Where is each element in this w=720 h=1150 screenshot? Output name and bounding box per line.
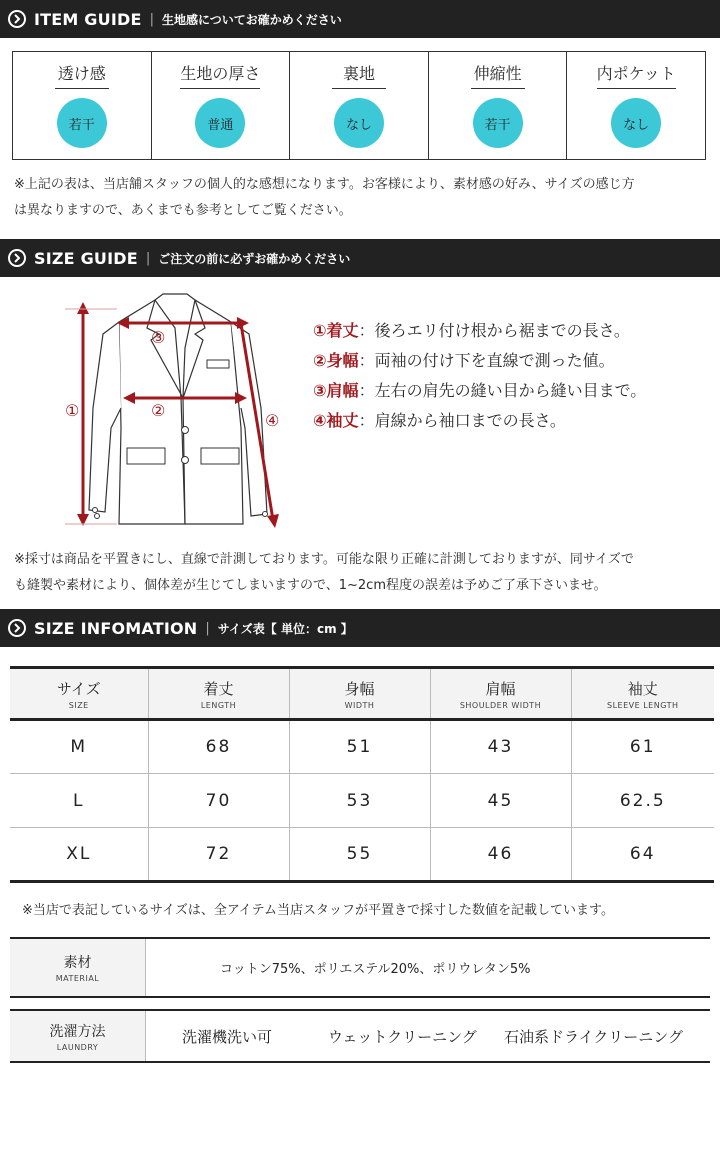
size-info-subtitle: サイズ表【 単位：cm 】	[217, 621, 353, 636]
measure-shoulder: ③肩幅：左右の肩先の縫い目から縫い目まで。	[313, 381, 647, 400]
laundry-head: 洗濯方法 LAUNDRY	[10, 1011, 146, 1061]
header-length: 着丈 LENGTH	[148, 668, 289, 720]
chevron-right-icon	[8, 249, 26, 267]
item-guide-header: ITEM GUIDE | 生地感についてお確かめください	[0, 0, 720, 38]
guide-label: 生地の厚さ	[180, 61, 260, 89]
item-guide-table	[12, 51, 706, 160]
guide-cell-stretch	[429, 52, 568, 159]
laundry-item: 石油系ドライクリーニング	[504, 1027, 683, 1046]
item-guide-subtitle: 生地感についてお確かめください	[161, 12, 342, 27]
guide-badge: なし	[334, 98, 384, 148]
guide-cell-transparency	[13, 52, 152, 159]
chevron-right-icon	[8, 10, 26, 28]
guide-cell-thickness	[152, 52, 291, 159]
size-guide-header: SIZE GUIDE | ご注文の前に必ずお確かめください	[0, 239, 720, 277]
guide-badge: 普通	[195, 98, 245, 148]
material-head: 素材 MATERIAL	[10, 939, 146, 996]
laundry-item: 洗濯機洗い可	[182, 1027, 273, 1046]
guide-label: 伸縮性	[471, 61, 525, 89]
size-guide-note: ※採寸は商品を平置きにし、直線で計測しております。可能な限り正確に計測しておりますが、同サイズで も縫製や素材により、個体差が生じてしまいますので、1~2cm程度の誤差は予めご了承下さいませ。	[14, 552, 634, 593]
guide-badge: なし	[611, 98, 661, 148]
chevron-right-icon	[8, 619, 26, 637]
size-info-note: ※当店で表記しているサイズは、全アイテム当店スタッフが平置きで採寸した数値を記載しています。	[22, 903, 614, 918]
size-info-title: SIZE INFOMATION	[34, 618, 198, 638]
laundry-values	[146, 1011, 710, 1061]
table-row: M 68 51 43 61	[10, 720, 714, 774]
measure-sleeve: ④袖丈：肩線から袖口までの長さ。	[313, 411, 566, 430]
table-row: XL 72 55 46 64	[10, 828, 714, 882]
guide-cell-lining	[290, 52, 429, 159]
size-table-header-row	[10, 668, 714, 720]
guide-badge: 若干	[473, 98, 523, 148]
guide-label: 内ポケット	[597, 61, 676, 89]
item-guide-note: ※上記の表は、当店舗スタッフの個人的な感想になります。お客様により、素材感の好み、サイズの感じ方 は異なりますので、あくまでも参考としてご覧ください。	[14, 177, 635, 218]
header-width: 身幅 WIDTH	[289, 668, 430, 720]
size-table	[10, 666, 714, 883]
header-sleeve: 袖丈 SLEEVE LENGTH	[571, 668, 714, 720]
jacket-illustration	[55, 288, 295, 533]
header-shoulder: 肩幅 SHOULDER WIDTH	[430, 668, 571, 720]
material-value: コットン75%、ポリエステル20%、ポリウレタン5%	[220, 962, 531, 977]
guide-label: 裏地	[332, 61, 386, 89]
laundry-item: ウェットクリーニング	[328, 1027, 477, 1046]
size-info-header: SIZE INFOMATION | サイズ表【 単位：cm 】	[0, 609, 720, 647]
guide-label: 透け感	[55, 61, 109, 89]
guide-cell-inner-pocket	[567, 52, 705, 159]
header-size: サイズ SIZE	[10, 668, 148, 720]
measure-list	[313, 316, 646, 436]
material-row	[10, 937, 710, 998]
marker-1: ①	[65, 401, 80, 420]
table-row: L 70 53 45 62.5	[10, 774, 714, 828]
marker-3: ③	[151, 328, 166, 347]
item-guide-title: ITEM GUIDE	[34, 9, 142, 29]
marker-2: ②	[151, 401, 166, 420]
size-guide-title: SIZE GUIDE	[34, 248, 138, 268]
measure-width: ②身幅：両袖の付け下を直線で測った値。	[313, 351, 615, 370]
size-guide-subtitle: ご注文の前に必ずお確かめください	[158, 251, 351, 266]
marker-4: ④	[265, 411, 280, 430]
laundry-row	[10, 1009, 710, 1063]
guide-badge: 若干	[57, 98, 107, 148]
measure-length: ①着丈：後ろエリ付け根から裾までの長さ。	[313, 321, 630, 340]
